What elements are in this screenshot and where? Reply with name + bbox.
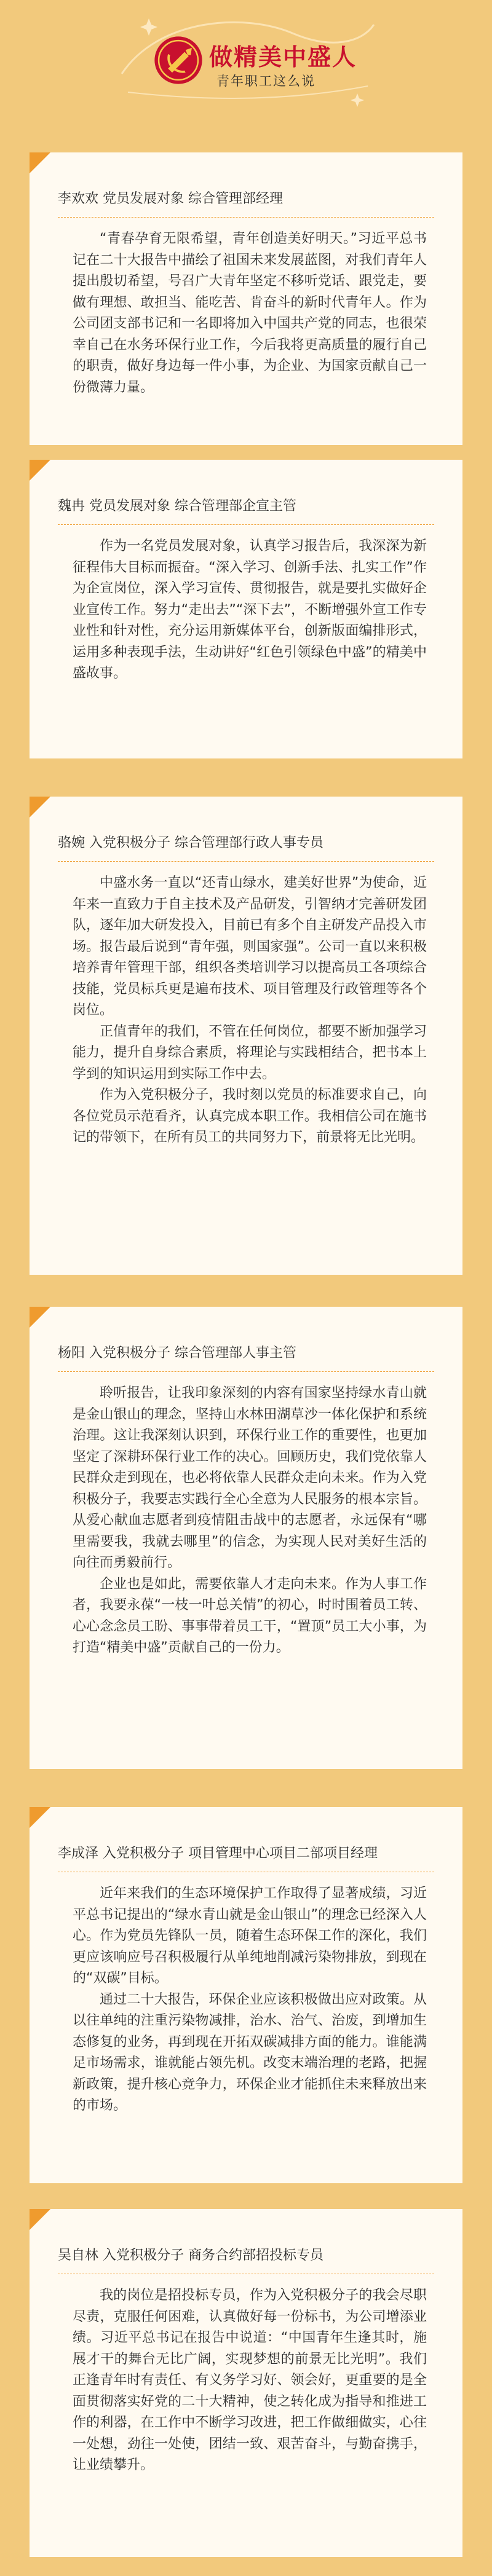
card-title: 骆婉 入党积极分子 综合管理部行政人事专员 (58, 835, 323, 851)
card-divider (58, 861, 434, 862)
card-paragraph: 作为入党积极分子，我时刻以党员的标准要求自己，向各位党员示范看齐，认真完成本职工作。我相信公司在施书记的带领下，在所有员工的共同努力下，前景将无比光明。 (73, 1087, 427, 1145)
page-title: 做精美中盛人 (209, 44, 357, 71)
card-body (73, 536, 427, 685)
card-body (73, 229, 427, 398)
card-paragraph: 近年来我们的生态环境保护工作取得了显著成绩，习近平总书记提出的“绿水青山就是金山银山”的理念已经深入人心。作为党员先锋队一员，随着生态环保工作的深化，我们更应该响应号召积极履行从单纯地削减污染物排放，到现在的“双碳”目标。 (73, 1886, 427, 1986)
card-corner-decoration (30, 2209, 50, 2230)
card-paragraph: 聆听报告，让我印象深刻的内容有国家坚持绿水青山就是金山银山的理念，坚持山水林田湖草沙一体化保护和系统治理。这让我深刻认识到，环保行业工作的重要性，也更加坚定了深耕环保行业工作的决心。回顾历史，我们党依靠人民群众走到现在，也必将依靠人民群众走向未来。作为入党积极分子，我要志实践行全心全意为人民服务的根本宗旨。从爱心献血志愿者到疫情阻击战中的志愿者，永远保有“哪里需要我，我就去哪里”的信念，为实现人民对美好生活的向往而勇毅前行。 (73, 1385, 427, 1570)
card-title: 魏冉 党员发展对象 综合管理部企宣主管 (58, 498, 296, 514)
card-paragraph: 企业也是如此，需要依靠人才走向未来。作为人事工作者，我要永葆“一枝一叶总关情”的初心，时时围着员工转、心心念念员工盼、事事带着员工干，“置顶”员工大小事，为打造“精美中盛”贡献自己的一份力。 (73, 1576, 427, 1655)
card-paragraph: 作为一名党员发展对象，认真学习报告后，我深深为新征程伟大目标而振奋。“深入学习、创新手法、扎实工作”作为企宣岗位，深入学习宣传、贯彻报告，就是要扎实做好企业宣传工作。努力“走出去”“深下去”，不断增强外宣工作专业性和针对性，充分运用新媒体平台，创新版面编排形式，运用多种表现手法，生动讲好“红色引领绿色中盛”的精美中盛故事。 (73, 538, 427, 681)
card-corner-decoration (30, 1807, 50, 1828)
testimonial-card (30, 1807, 462, 2183)
testimonial-card (30, 1307, 462, 1769)
card-corner-decoration (30, 152, 50, 173)
testimonial-card (30, 152, 462, 445)
card-body (73, 1883, 427, 2117)
card-body (73, 2285, 427, 2476)
card-divider (58, 524, 434, 525)
testimonial-card (30, 797, 462, 1275)
card-title: 吴自林 入党积极分子 商务合约部招投标专员 (58, 2248, 323, 2263)
card-corner-decoration (30, 460, 50, 481)
card-corner-decoration (30, 797, 50, 817)
card-paragraph: 通过二十大报告，环保企业应该积极做出应对政策。从以往单纯的注重污染物减排，治水、治气、治废，到增加生态修复的业务，再到现在开拓双碳减排方面的能力。谁能满足市场需求，谁就能占领先机。改变末端治理的老路，把握新政策，提升核心竞争力，环保企业才能抓住未来释放出来的市场。 (73, 1991, 427, 2113)
card-corner-decoration (30, 1307, 50, 1328)
header-banner (0, 0, 492, 117)
page-subtitle: 青年职工这么说 (216, 74, 315, 89)
card-body (73, 1383, 427, 1659)
card-body (73, 873, 427, 1149)
card-title: 李欢欢 党员发展对象 综合管理部经理 (58, 191, 283, 207)
card-paragraph: 中盛水务一直以“还青山绿水，建美好世界”为使命，近年来一直致力于自主技术及产品研发，引智纳才完善研发团队，逐年加大研发投入，目前已有多个自主研发产品投入市场。报告最后说到“青年强，则国家强”。公司一直以来积极培养青年管理干部，组织各类培训学习以提高员工各项综合技能，党员标兵更是遍布技术、项目管理及行政管理等各个岗位。 (73, 875, 427, 1018)
card-divider (58, 1371, 434, 1372)
card-title: 杨阳 入党积极分子 综合管理部人事主管 (58, 1345, 296, 1361)
card-paragraph: 正值青年的我们，不管在任何岗位，都要不断加强学习能力，提升自身综合素质，将理论与实践相结合，把书本上学到的知识运用到实际工作中去。 (73, 1023, 427, 1082)
card-divider (58, 217, 434, 218)
testimonial-card (30, 460, 462, 758)
card-paragraph: 我的岗位是招投标专员，作为入党积极分子的我会尽职尽责，克服任何困难，认真做好每一份标书，为公司增添业绩。习近平总书记在报告中说道：“中国青年生逢其时，施展才干的舞台无比广阔，实现梦想的前景无比光明”。我们正逢青年时有责任、有义务学习好、领会好，更重要的是全面贯彻落实好党的二十大精神，使之转化成为指导和推进工作的利器，在工作中不断学习改进，把工作做细做实，心往一处想，劲往一处使，团结一致、艰苦奋斗，与勤奋携手，让业绩攀升。 (73, 2288, 427, 2473)
card-paragraph: “青春孕育无限希望，青年创造美好明天。”习近平总书记在二十大报告中描绘了祖国未来发展蓝图，对我们青年人提出殷切希望，号召广大青年坚定不移听党话、跟党走，要做有理想、敢担当、能吃苦、肯奋斗的新时代青年人。作为公司团支部书记和一名即将加入中国共产党的同志，也很荣幸自己在水务环保行业工作，今后我将更高质量的履行自己的职责，做好身边每一件小事，为企业、为国家贡献自己一份微薄力量。 (73, 231, 427, 395)
party-emblem-icon (153, 34, 204, 86)
card-title: 李成泽 入党积极分子 项目管理中心项目二部项目经理 (58, 1846, 378, 1861)
testimonial-card (30, 2209, 462, 2557)
